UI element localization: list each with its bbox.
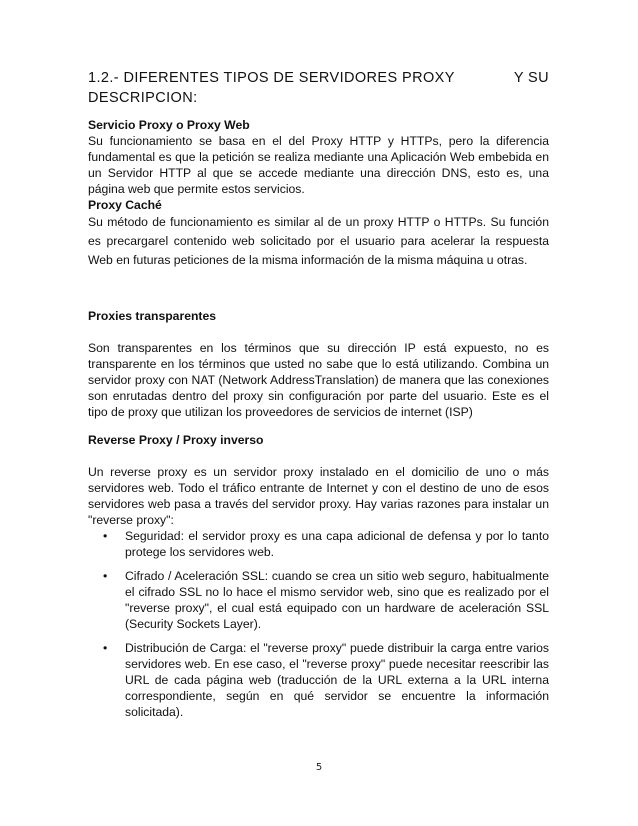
bullet-icon: •: [103, 529, 108, 543]
cache-proxy-text: Su método de funcionamiento es similar al de un proxy HTTP o HTTPs. Su función es precargarel contenido web solicitado por el usuario para acelerar la respuesta Web en futuras peticiones de la misma información de la misma máquina u otras.: [88, 215, 549, 267]
list-item: [88, 528, 549, 560]
heading-title-line2: DESCRIPCION:: [88, 90, 198, 106]
list-item-text: Cifrado / Aceleración SSL: cuando se crea un sitio web seguro, habitualmente el cifrado SSL no lo hace el mismo servidor web, sino que es realizado por el "reverse proxy", el cual está equipado con un hardware de aceleración SSL (Security Sockets Layer).: [125, 569, 549, 631]
transparent-proxy-text: Son transparentes en los términos que su dirección IP está expuesto, no es transparente en los términos que usted no sabe que lo está utilizando. Combina un servidor proxy con NAT (Network AddressTranslation) de manera que las conexiones son enrutadas dentro del proxy sin configuración por parte del usuario. Este es el tipo de proxy que utilizan los proveedores de servicios de internet (ISP): [88, 341, 549, 419]
bullet-icon: •: [103, 569, 108, 583]
web-proxy-text: Su funcionamiento se basa en el del Proxy HTTP y HTTPs, pero la diferencia fundamental es que la petición se realiza mediante una Aplicación Web embebida en un Servidor HTTP al que se accede mediante una dirección DNS, esto es, una página web que permite estos servicios.: [88, 134, 549, 196]
page-number: 5: [315, 762, 323, 773]
list-item-text: Seguridad: el servidor proxy es una capa adicional de defensa y por lo tanto protege los servidores web.: [125, 529, 549, 559]
transparent-proxy-title: Proxies transparentes: [88, 309, 217, 323]
reverse-proxy-text: Un reverse proxy es un servidor proxy instalado en el domicilio de uno o más servidores web. Todo el tráfico entrante de Internet y con el destino de uno de esos servidores web pasa a través del servidor proxy. Hay varias razones para instalar un "reverse proxy":: [88, 465, 549, 527]
page-content: [88, 68, 549, 728]
reasons-list: [88, 528, 549, 720]
heading-title: 1.2.- DIFERENTES TIPOS DE SERVIDORES PROXY: [88, 70, 455, 86]
list-item: [88, 640, 549, 720]
section-heading: [88, 68, 549, 108]
bullet-icon: •: [103, 641, 108, 655]
list-item: [88, 568, 549, 632]
heading-title-end: Y SU: [513, 70, 549, 86]
web-proxy-title: Servicio Proxy o Proxy Web: [88, 118, 250, 132]
list-item-text: Distribución de Carga: el "reverse proxy" puede distribuir la carga entre varios servidores web. En ese caso, el "reverse proxy" puede necesitar reescribir las URL de cada página web (traducción de la URL externa a la URL interna correspondiente, según en qué servidor se encuentre la información solicitada).: [125, 641, 549, 719]
reverse-proxy-title: Reverse Proxy / Proxy inverso: [88, 433, 264, 447]
cache-proxy-title: Proxy Caché: [88, 198, 162, 212]
